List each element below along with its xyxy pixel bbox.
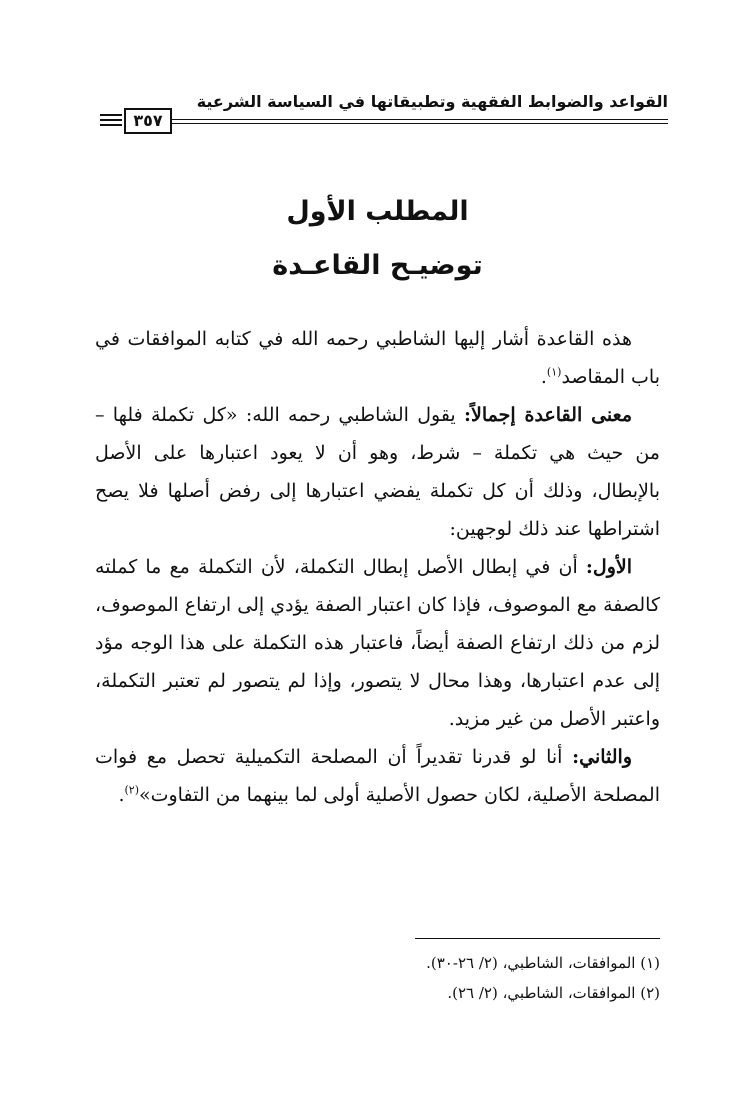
header-rule — [171, 119, 668, 120]
paragraph-end: . — [540, 366, 547, 388]
paragraph-end: . — [118, 784, 125, 806]
book-title: القواعد والضوابط الفقهية وتطبيقاتها في السياسة الشرعية — [196, 92, 668, 111]
paragraph-text: يقول الشاطبي رحمه الله: «كل تكملة فلها – من حيث هي تكملة – شرط، وهو أن لا يعود اعتبارها على الأصل بالإبطال، وذلك أن كل تكملة يفضي اعتبارها إلى رفض أصلها فلا يصح اشتراطها عند ذلك لوجهين: — [95, 404, 660, 540]
body-text — [95, 320, 660, 814]
footnote-item: (٢) الموافقات، الشاطبي، (٢/ ٢٦). — [447, 984, 660, 1002]
paragraph-label: معنى القاعدة إجمالاً: — [464, 404, 632, 426]
footnote-reference[interactable]: (١) — [546, 365, 562, 379]
footnote-reference[interactable]: (٢) — [124, 783, 139, 797]
paragraph-second — [95, 738, 660, 814]
section-title: المطلب الأول — [286, 196, 469, 227]
paragraph-text: أنا لو قدرنا تقديراً أن المصلحة التكميلية تحصل مع فوات المصلحة الأصلية، لكان حصول الأصلية أولى لما بينهما من التفاوت» — [95, 746, 660, 806]
section-subtitle: توضيـح القاعـدة — [272, 250, 483, 281]
running-header — [100, 88, 668, 138]
paragraph-label: الأول: — [585, 556, 632, 578]
paragraph-text: أن في إبطال الأصل إبطال التكملة، لأن التكملة مع ما كملته كالصفة مع الموصوف، فإذا كان اعتبار الصفة يؤدي إلى ارتفاع الموصوف، لزم من ذلك ارتفاع الصفة أيضاً، فاعتبار هذه التكملة على هذا الوجه مؤد إلى عدم اعتبارها، وهذا محال لا يتصور، وإذا لم يتصور لم تعتبر التكملة، واعتبر الأصل من غير مزيد. — [95, 556, 660, 730]
footnote-item: (١) الموافقات، الشاطبي، (٢/ ٢٦-٣٠). — [426, 954, 660, 972]
header-rule — [171, 123, 668, 124]
paragraph-label: والثاني: — [572, 746, 632, 768]
page-number: ٣٥٧ — [124, 108, 172, 134]
footnotes — [95, 948, 660, 1008]
paragraph-text: هذه القاعدة أشار إليها الشاطبي رحمه الله في كتابه الموافقات في باب المقاصد — [95, 328, 660, 388]
footnote-divider — [415, 938, 660, 939]
header-ornament — [100, 114, 122, 129]
paragraph-meaning — [95, 396, 660, 548]
paragraph-intro — [95, 320, 660, 396]
paragraph-first — [95, 548, 660, 738]
